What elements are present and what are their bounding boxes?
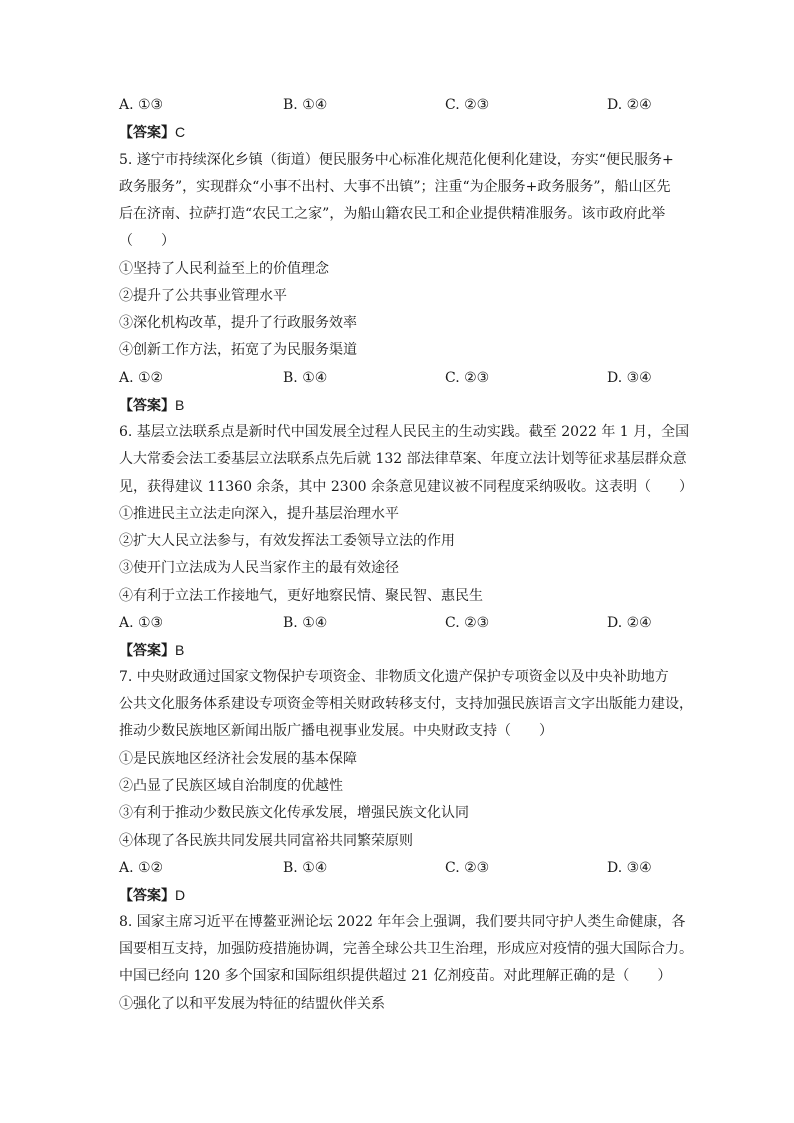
q4-options — [119, 95, 679, 115]
q4-option-d: D. ②④ — [607, 97, 652, 113]
q6-option-a: A. ①③ — [119, 615, 164, 631]
q4-answer-value: C — [175, 124, 186, 140]
q7-item: ③有利于推动少数民族文化传承发展，增强民族文化认同 — [119, 805, 469, 821]
q4-answer — [119, 122, 185, 143]
q7-option-a: A. ①② — [119, 860, 164, 876]
q7-answer — [119, 885, 185, 906]
q7-stem-line: 公共文化服务体系建设专项资金等相关财政转移支付，支持加强民族语言文字出版能力建设， — [119, 696, 693, 712]
q6-option-c: C. ②③ — [445, 615, 490, 631]
q4-option-b: B. ①④ — [283, 97, 328, 113]
q5-option-c: C. ②③ — [445, 370, 490, 386]
q8-item: ①强化了以和平发展为特征的结盟伙伴关系 — [119, 996, 385, 1012]
q5-item: ③深化机构改革，提升了行政服务效率 — [119, 315, 357, 331]
q6-item: ③使开门立法成为人民当家作主的最有效途径 — [119, 560, 399, 576]
q6-item: ①推进民主立法走向深入，提升基层治理水平 — [119, 506, 399, 522]
q7-item: ①是民族地区经济社会发展的基本保障 — [119, 751, 357, 767]
q5-item: ②提升了公共事业管理水平 — [119, 288, 287, 304]
q7-option-b: B. ①④ — [283, 860, 328, 876]
q5-stem-line: （ ） — [119, 233, 175, 249]
q5-options — [119, 368, 679, 388]
q7-stem-line: 7. 中央财政通过国家文物保护专项资金、非物质文化遗产保护专项资金以及中央补助地方 — [119, 669, 669, 685]
q4-answer-label: 【答案】 — [119, 125, 175, 141]
q4-option-a: A. ①③ — [119, 97, 164, 113]
q5-item: ①坚持了人民利益至上的价值理念 — [119, 261, 329, 277]
q5-stem-line: 后在济南、拉萨打造“农民工之家”，为船山籍农民工和企业提供精准服务。该市政府此举 — [119, 206, 666, 222]
q5-answer — [119, 395, 184, 416]
q7-option-d: D. ③④ — [607, 860, 652, 876]
q5-item: ④创新工作方法，拓宽了为民服务渠道 — [119, 342, 357, 358]
q5-answer-value: B — [175, 397, 185, 413]
q7-item: ②凸显了民族区域自治制度的优越性 — [119, 778, 343, 794]
q7-item: ④体现了各民族共同发展共同富裕共同繁荣原则 — [119, 833, 413, 849]
q6-option-b: B. ①④ — [283, 615, 328, 631]
q6-stem-line: 6. 基层立法联系点是新时代中国发展全过程人民民主的生动实践。截至 2022 年 1 月，全国 — [119, 424, 690, 440]
q5-answer-label: 【答案】 — [119, 398, 175, 414]
q5-option-b: B. ①④ — [283, 370, 328, 386]
q6-option-d: D. ②④ — [607, 615, 652, 631]
q7-stem-line: 推动少数民族地区新闻出版广播电视事业发展。中央财政支持（ ） — [119, 723, 553, 739]
q5-option-d: D. ③④ — [607, 370, 652, 386]
q7-answer-label: 【答案】 — [119, 888, 175, 904]
q6-options — [119, 613, 679, 633]
q6-item: ②扩大人民立法参与，有效发挥法工委领导立法的作用 — [119, 533, 455, 549]
q8-stem-line: 中国已经向 120 多个国家和国际组织提供超过 21 亿剂疫苗。对此理解正确的是（ ） — [119, 968, 672, 984]
q6-answer-label: 【答案】 — [119, 643, 175, 659]
q7-option-c: C. ②③ — [445, 860, 490, 876]
q6-answer-value: B — [175, 642, 185, 658]
q6-answer — [119, 640, 184, 661]
q6-stem-line: 见，获得建议 11360 余条，其中 2300 余条意见建议被不同程度采纳吸收。这表明（ ） — [119, 479, 693, 495]
q8-stem-line: 8. 国家主席习近平在博鳌亚洲论坛 2022 年年会上强调，我们要共同守护人类生命健康，各 — [119, 914, 686, 930]
q6-item: ④有利于立法工作接地气，更好地察民情、聚民智、惠民生 — [119, 588, 483, 604]
q5-stem-line: 5. 遂宁市持续深化乡镇（街道）便民服务中心标准化规范化便利化建设，夯实“便民服务+ — [119, 152, 674, 168]
q7-options — [119, 858, 679, 878]
q5-stem-line: 政务服务”，实现群众“小事不出村、大事不出镇”；注重“为企服务+政务服务”，船山区先 — [119, 179, 671, 195]
q6-stem-line: 人大常委会法工委基层立法联系点先后就 132 部法律草案、年度立法计划等征求基层群众意 — [119, 451, 687, 467]
q4-option-c: C. ②③ — [445, 97, 490, 113]
q8-stem-line: 国要相互支持，加强防疫措施协调，完善全球公共卫生治理，形成应对疫情的强大国际合力。 — [119, 941, 693, 957]
q5-option-a: A. ①② — [119, 370, 164, 386]
q7-answer-value: D — [175, 887, 186, 903]
